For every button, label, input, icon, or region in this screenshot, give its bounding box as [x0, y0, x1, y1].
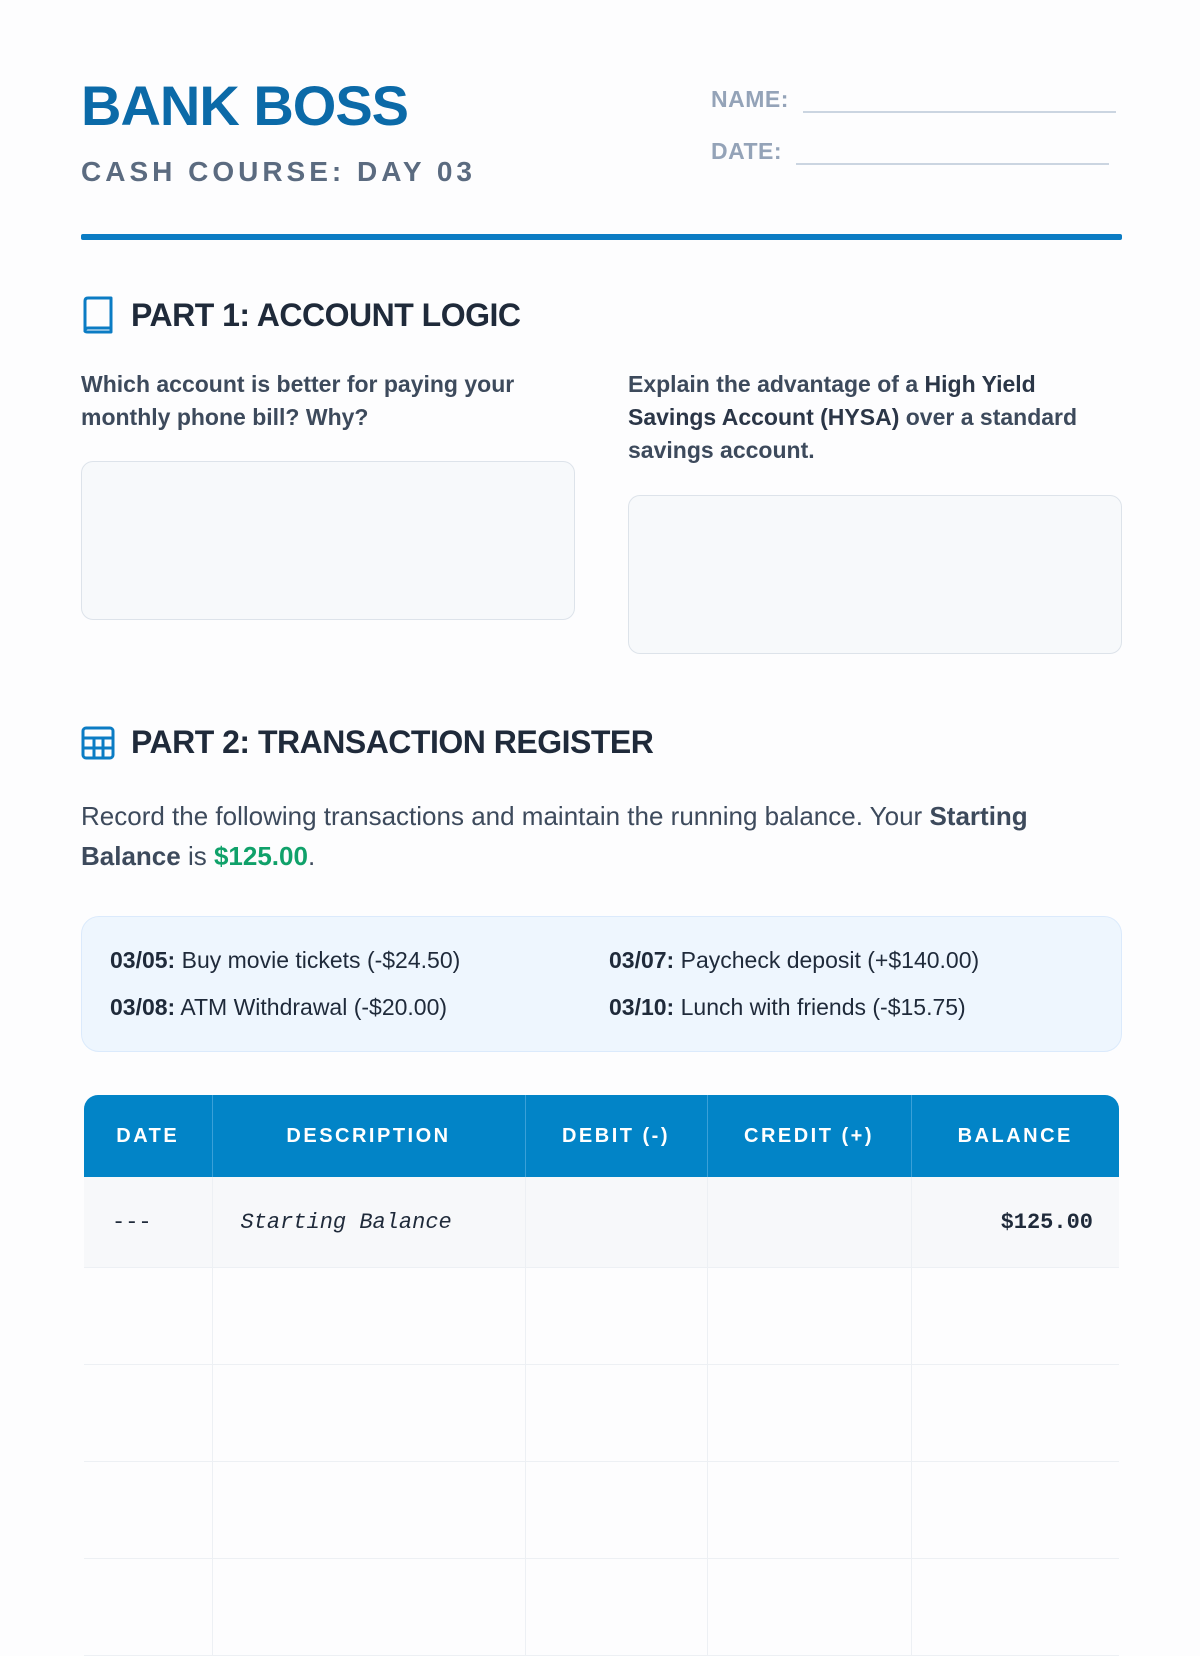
transaction-date: 03/07:	[609, 947, 675, 973]
cell-date[interactable]	[84, 1365, 212, 1462]
table-row	[84, 1462, 1119, 1559]
question-2	[628, 368, 1122, 467]
instructions-starting-balance-label: Starting Balance	[81, 801, 1028, 871]
cell-balance[interactable]	[911, 1559, 1119, 1656]
cell-description: Starting Balance	[212, 1177, 525, 1268]
cell-date[interactable]	[84, 1268, 212, 1365]
transaction-item	[110, 947, 460, 974]
worksheet-title: BANK BOSS	[81, 74, 409, 137]
part1-title: PART 1: ACCOUNT LOGIC	[131, 296, 521, 333]
instructions-suffix: .	[307, 841, 316, 871]
cell-credit[interactable]	[707, 1462, 911, 1559]
part1-heading	[81, 296, 520, 334]
transaction-text: Paycheck deposit (+$140.00)	[674, 947, 980, 973]
transaction-item	[609, 994, 966, 1021]
cell-debit[interactable]	[525, 1559, 707, 1656]
date-label: DATE:	[711, 138, 783, 164]
cell-debit[interactable]	[525, 1268, 707, 1365]
question-2-suffix: over a standard savings account.	[628, 404, 1078, 463]
register-instructions	[81, 796, 1122, 876]
col-debit-header: DEBIT (-)	[525, 1095, 707, 1177]
book-icon	[81, 296, 115, 334]
instructions-prefix: Record the following transactions and maintain the running balance. Your	[81, 801, 930, 831]
cell-balance[interactable]	[911, 1268, 1119, 1365]
cell-debit[interactable]	[525, 1462, 707, 1559]
name-line[interactable]	[803, 111, 1116, 113]
transaction-item	[609, 947, 979, 974]
col-balance-header: BALANCE	[911, 1095, 1119, 1177]
part2-title: PART 2: TRANSACTION REGISTER	[131, 724, 654, 760]
starting-balance-amount: $125.00	[213, 841, 308, 871]
cell-credit[interactable]	[707, 1559, 911, 1656]
cell-date[interactable]	[84, 1559, 212, 1656]
table-row	[84, 1559, 1119, 1656]
cell-description[interactable]	[212, 1559, 525, 1656]
table-row	[84, 1268, 1119, 1365]
name-label: NAME:	[711, 86, 789, 112]
question-2-hysa: High Yield Savings Account (HYSA)	[628, 371, 1036, 430]
table-icon	[81, 726, 115, 760]
transaction-register	[84, 1095, 1119, 1656]
cell-credit[interactable]	[707, 1365, 911, 1462]
cell-date[interactable]	[84, 1462, 212, 1559]
col-credit-header: CREDIT (+)	[707, 1095, 911, 1177]
transaction-item	[110, 994, 447, 1021]
transaction-date: 03/05:	[110, 947, 176, 973]
date-line[interactable]	[796, 163, 1109, 165]
col-description-header: DESCRIPTION	[212, 1095, 525, 1177]
transaction-text: Lunch with friends (-$15.75)	[674, 994, 966, 1020]
answer-box-2[interactable]	[628, 495, 1122, 654]
instructions-mid: is	[180, 841, 214, 871]
cell-credit	[707, 1177, 911, 1268]
cell-balance: $125.00	[911, 1177, 1119, 1268]
cell-description[interactable]	[212, 1462, 525, 1559]
cell-debit[interactable]	[525, 1365, 707, 1462]
part2-heading	[81, 724, 653, 761]
answer-box-1[interactable]	[81, 461, 575, 620]
cell-credit[interactable]	[707, 1268, 911, 1365]
header-divider	[81, 234, 1122, 240]
cell-debit	[525, 1177, 707, 1268]
table-row	[84, 1365, 1119, 1462]
transactions-box	[81, 916, 1122, 1052]
table-row	[84, 1177, 1119, 1268]
cell-description[interactable]	[212, 1365, 525, 1462]
cell-balance[interactable]	[911, 1462, 1119, 1559]
transaction-text: Buy movie tickets (-$24.50)	[175, 947, 461, 973]
question-1: Which account is better for paying your monthly phone bill? Why?	[81, 371, 515, 430]
question-2-prefix: Explain the advantage of a	[628, 371, 925, 397]
transaction-text: ATM Withdrawal (-$20.00)	[175, 994, 448, 1020]
transaction-date: 03/08:	[110, 994, 176, 1020]
cell-date: ---	[84, 1177, 212, 1268]
register-header-row	[84, 1095, 1119, 1177]
cell-balance[interactable]	[911, 1365, 1119, 1462]
worksheet-subtitle: CASH COURSE: DAY 03	[81, 156, 476, 187]
date-field[interactable]	[711, 138, 1109, 165]
transaction-date: 03/10:	[609, 994, 675, 1020]
cell-description[interactable]	[212, 1268, 525, 1365]
name-field[interactable]	[711, 86, 1116, 113]
col-date-header: DATE	[84, 1095, 212, 1177]
